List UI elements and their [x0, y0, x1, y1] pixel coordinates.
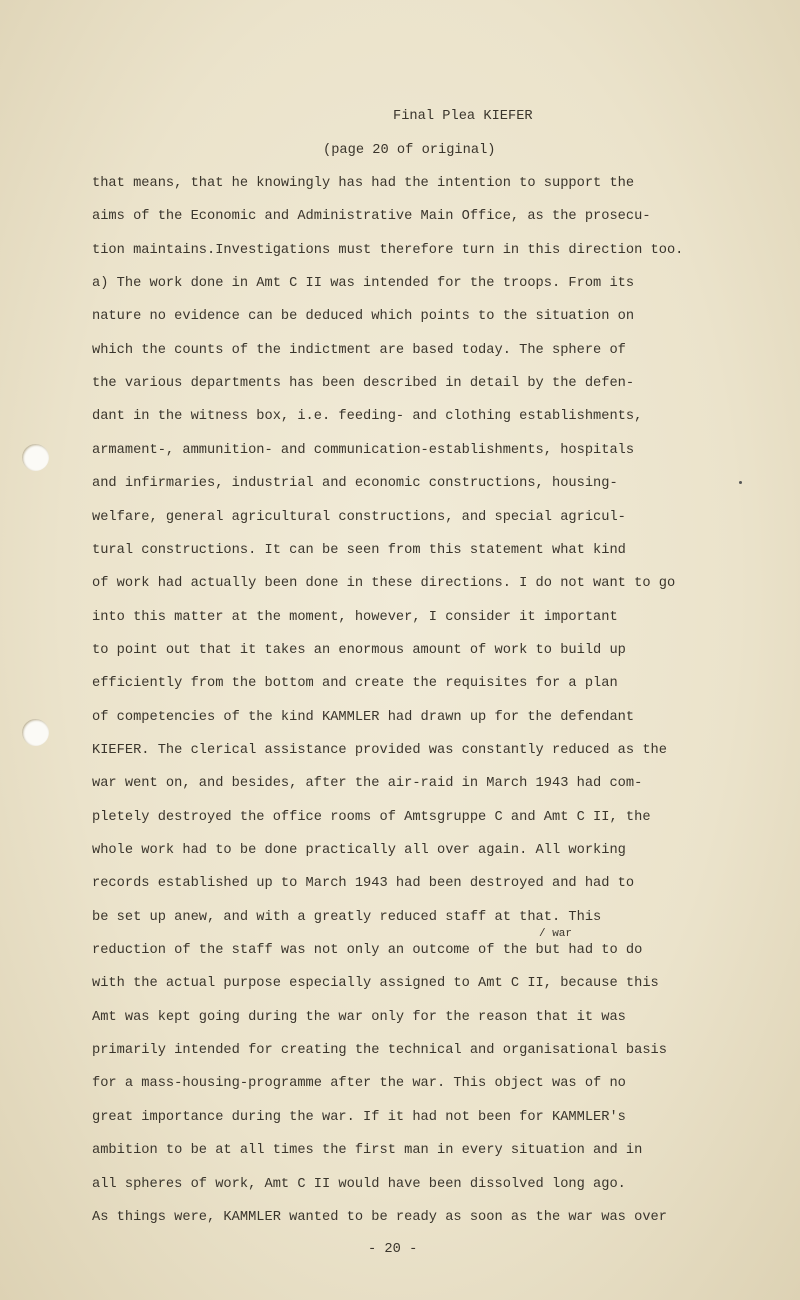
text-line: nature no evidence can be deduced which points to the situation on: [92, 309, 635, 325]
text-line: whole work had to be done practically all over again. All working: [92, 843, 626, 858]
text-line: dant in the witness box, i.e. feeding- and clothing establishments,: [92, 409, 643, 425]
text-line: efficiently from the bottom and create the requisites for a plan: [92, 676, 618, 692]
text-line: reduction of the staff was not only an outcome of the but had to do: [92, 943, 643, 959]
document-subtitle: (page 20 of original): [323, 143, 496, 158]
text-line: welfare, general agricultural constructions, and special agricul-: [92, 509, 626, 525]
handwritten-insert: / war: [539, 928, 573, 940]
text-line: great importance during the war. If it had not been for KAMMLER's: [92, 1109, 626, 1125]
text-line: war went on, and besides, after the air-raid in March 1943 had com-: [92, 776, 643, 792]
ink-speck: [739, 481, 742, 484]
text-line: which the counts of the indictment are based today. The sphere of: [92, 342, 626, 358]
text-line: KIEFER. The clerical assistance provided was constantly reduced as the: [92, 742, 667, 758]
text-line: primarily intended for creating the technical and organisational basis: [92, 1043, 667, 1059]
text-line: for a mass-housing-programme after the war. This object was of no: [92, 1076, 626, 1092]
text-line: be set up anew, and with a greatly reduced staff at that. This: [92, 909, 602, 925]
text-line: the various departments has been described in detail by the defen-: [92, 376, 635, 392]
text-line: into this matter at the moment, however, I consider it important: [92, 609, 618, 625]
punch-hole: [22, 719, 49, 746]
text-line: tion maintains.Investigations must therefore turn in this direction too.: [92, 242, 684, 258]
text-line: aims of the Economic and Administrative Main Office, as the prosecu-: [92, 209, 651, 225]
text-line: armament-, ammunition- and communication-establishments, hospitals: [92, 442, 635, 458]
text-line: ambition to be at all times the first man in every situation and in: [92, 1143, 643, 1159]
page-number: - 20 -: [368, 1242, 418, 1257]
text-line: with the actual purpose especially assigned to Amt C II, because this: [92, 976, 659, 992]
text-line: to point out that it takes an enormous amount of work to build up: [92, 642, 626, 658]
text-line: Amt was kept going during the war only for the reason that it was: [92, 1009, 626, 1025]
text-line: records established up to March 1943 had been destroyed and had to: [92, 876, 635, 892]
text-line: of competencies of the kind KAMMLER had drawn up for the defendant: [92, 709, 635, 725]
text-line: pletely destroyed the office rooms of Amtsgruppe C and Amt C II, the: [92, 809, 651, 825]
text-line: of work had actually been done in these directions. I do not want to go: [92, 576, 676, 592]
text-line: that means, that he knowingly has had the intention to support the: [92, 176, 635, 191]
text-line: all spheres of work, Amt C II would have been dissolved long ago.: [92, 1176, 626, 1192]
document-title: Final Plea KIEFER: [393, 109, 533, 124]
punch-hole: [22, 444, 49, 471]
text-line: As things were, KAMMLER wanted to be ready as soon as the war was over: [92, 1209, 667, 1225]
text-line: tural constructions. It can be seen from this statement what kind: [92, 542, 626, 558]
text-line: a) The work done in Amt C II was intended for the troops. From its: [92, 276, 635, 292]
text-line: and infirmaries, industrial and economic constructions, housing-: [92, 476, 618, 492]
